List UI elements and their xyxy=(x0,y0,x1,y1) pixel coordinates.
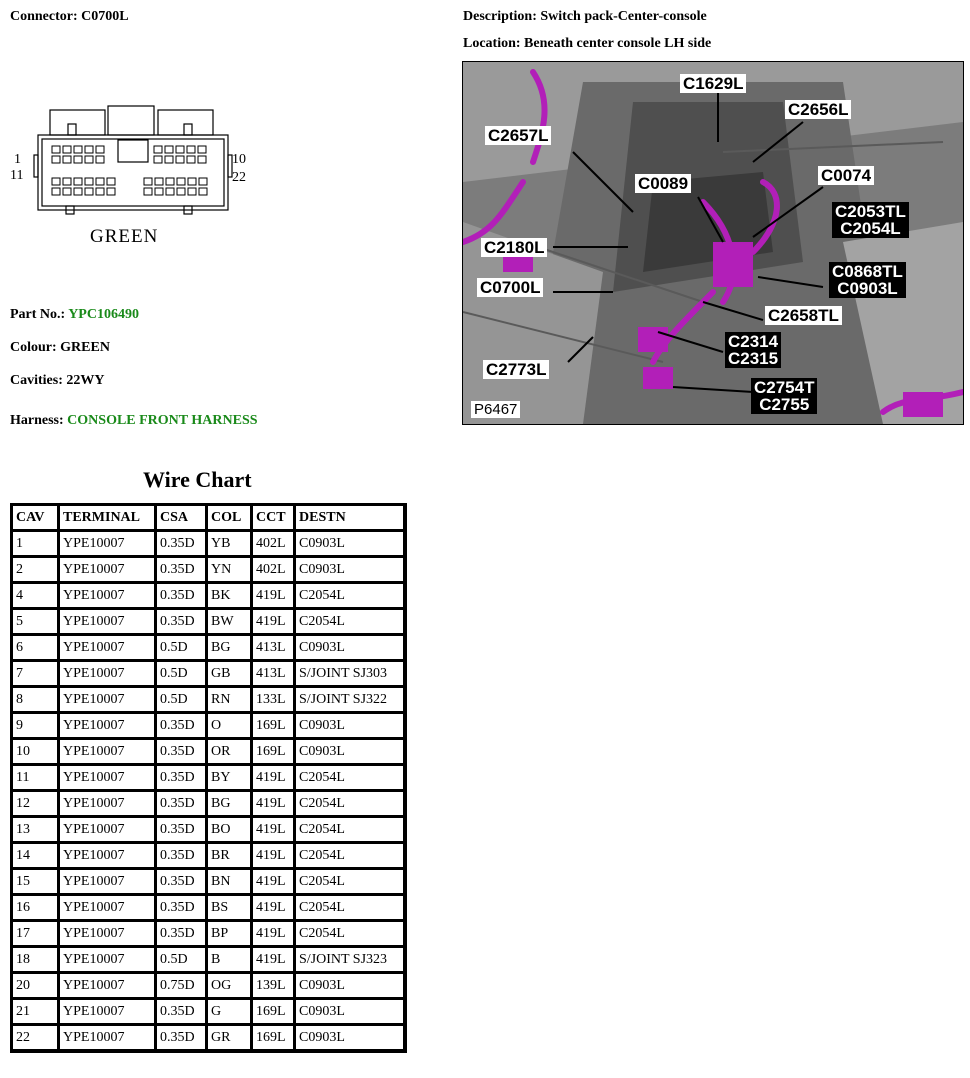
cell-terminal: YPE10007 xyxy=(59,557,156,583)
cell-csa: 0.35D xyxy=(156,739,207,765)
table-row xyxy=(12,739,405,765)
cell-destn: C2054L xyxy=(295,583,405,609)
cell-destn: C0903L xyxy=(295,713,405,739)
wire-chart-body xyxy=(12,531,405,1051)
column-header-destn: DESTN xyxy=(295,505,405,531)
cell-col: BG xyxy=(207,635,252,661)
table-row xyxy=(12,583,405,609)
cell-destn: C2054L xyxy=(295,895,405,921)
cell-cct: 419L xyxy=(252,609,295,635)
cell-cct: 419L xyxy=(252,817,295,843)
harness-value[interactable]: CONSOLE FRONT HARNESS xyxy=(67,413,258,428)
cell-destn: C2054L xyxy=(295,609,405,635)
pin-label-22: 22 xyxy=(232,170,246,185)
cell-destn: C0903L xyxy=(295,739,405,765)
table-header-row xyxy=(12,505,405,531)
cell-terminal: YPE10007 xyxy=(59,661,156,687)
cell-terminal: YPE10007 xyxy=(59,765,156,791)
cell-csa: 0.35D xyxy=(156,531,207,557)
callout-c2656l: C2656L xyxy=(785,100,851,119)
column-header-terminal: TERMINAL xyxy=(59,505,156,531)
table-row xyxy=(12,1025,405,1051)
pin-label-11: 11 xyxy=(10,168,24,183)
cell-col: BS xyxy=(207,895,252,921)
cell-col: BY xyxy=(207,765,252,791)
cell-cav: 6 xyxy=(12,635,59,661)
table-row xyxy=(12,635,405,661)
cell-cct: 133L xyxy=(252,687,295,713)
cell-csa: 0.35D xyxy=(156,817,207,843)
harness-label: Harness: xyxy=(10,413,64,428)
cell-destn: C0903L xyxy=(295,999,405,1025)
cell-cav: 1 xyxy=(12,531,59,557)
table-row xyxy=(12,895,405,921)
cell-csa: 0.35D xyxy=(156,765,207,791)
cell-cav: 8 xyxy=(12,687,59,713)
cell-cct: 169L xyxy=(252,713,295,739)
cell-destn: C2054L xyxy=(295,765,405,791)
callout-c2314: C2314 C2315 xyxy=(725,332,781,368)
connector-face-diagram xyxy=(8,100,268,250)
cell-terminal: YPE10007 xyxy=(59,531,156,557)
cell-col: B xyxy=(207,947,252,973)
cell-cct: 402L xyxy=(252,557,295,583)
part-number-value[interactable]: YPC106490 xyxy=(68,307,139,322)
cell-csa: 0.35D xyxy=(156,609,207,635)
cell-cav: 4 xyxy=(12,583,59,609)
cell-csa: 0.35D xyxy=(156,713,207,739)
cell-destn: C0903L xyxy=(295,973,405,999)
cell-terminal: YPE10007 xyxy=(59,713,156,739)
cell-cct: 419L xyxy=(252,583,295,609)
cell-cav: 18 xyxy=(12,947,59,973)
cell-cct: 169L xyxy=(252,739,295,765)
cell-cct: 169L xyxy=(252,1025,295,1051)
connector-label: Connector: C0700L xyxy=(10,9,129,24)
callout-c2053tl: C2053TL C2054L xyxy=(832,202,909,238)
colour-text: Colour: GREEN xyxy=(10,340,110,355)
cell-cct: 419L xyxy=(252,791,295,817)
description-label: Description: Switch pack-Center-console xyxy=(463,9,707,24)
cell-cav: 21 xyxy=(12,999,59,1025)
callout-c2657l: C2657L xyxy=(485,126,551,145)
cell-terminal: YPE10007 xyxy=(59,635,156,661)
cell-csa: 0.75D xyxy=(156,973,207,999)
table-row xyxy=(12,947,405,973)
table-row xyxy=(12,687,405,713)
cell-cav: 11 xyxy=(12,765,59,791)
cell-csa: 0.35D xyxy=(156,583,207,609)
cell-destn: C0903L xyxy=(295,557,405,583)
cell-col: BG xyxy=(207,791,252,817)
cell-col: O xyxy=(207,713,252,739)
table-row xyxy=(12,843,405,869)
cell-terminal: YPE10007 xyxy=(59,687,156,713)
callout-c0089: C0089 xyxy=(635,174,691,193)
cell-csa: 0.35D xyxy=(156,869,207,895)
cell-terminal: YPE10007 xyxy=(59,1025,156,1051)
table-row xyxy=(12,817,405,843)
cell-col: GB xyxy=(207,661,252,687)
cell-cct: 413L xyxy=(252,661,295,687)
cell-cav: 12 xyxy=(12,791,59,817)
cell-terminal: YPE10007 xyxy=(59,921,156,947)
table-row xyxy=(12,869,405,895)
cell-terminal: YPE10007 xyxy=(59,817,156,843)
column-header-csa: CSA xyxy=(156,505,207,531)
cell-destn: C2054L xyxy=(295,791,405,817)
cell-cct: 419L xyxy=(252,921,295,947)
cell-cav: 13 xyxy=(12,817,59,843)
cell-cav: 5 xyxy=(12,609,59,635)
cell-cav: 2 xyxy=(12,557,59,583)
cell-cct: 419L xyxy=(252,869,295,895)
cell-terminal: YPE10007 xyxy=(59,843,156,869)
table-row xyxy=(12,661,405,687)
table-row xyxy=(12,999,405,1025)
cell-col: BR xyxy=(207,843,252,869)
table-row xyxy=(12,531,405,557)
cell-destn: C2054L xyxy=(295,921,405,947)
cell-col: OR xyxy=(207,739,252,765)
cell-col: BW xyxy=(207,609,252,635)
location-photo xyxy=(462,61,964,425)
cell-col: G xyxy=(207,999,252,1025)
column-header-cav: CAV xyxy=(12,505,59,531)
cell-destn: C0903L xyxy=(295,1025,405,1051)
cell-terminal: YPE10007 xyxy=(59,869,156,895)
cell-cct: 169L xyxy=(252,999,295,1025)
photo-reference: P6467 xyxy=(471,401,520,418)
table-row xyxy=(12,791,405,817)
cell-terminal: YPE10007 xyxy=(59,739,156,765)
pin-label-10: 10 xyxy=(232,152,246,167)
cell-cav: 20 xyxy=(12,973,59,999)
wire-chart-title: Wire Chart xyxy=(143,467,252,492)
cell-csa: 0.35D xyxy=(156,1025,207,1051)
cell-col: BN xyxy=(207,869,252,895)
cell-csa: 0.35D xyxy=(156,791,207,817)
part-number xyxy=(10,307,139,323)
cell-csa: 0.35D xyxy=(156,895,207,921)
callout-c2754t: C2754T C2755 xyxy=(751,378,817,414)
cell-csa: 0.35D xyxy=(156,999,207,1025)
cell-cav: 16 xyxy=(12,895,59,921)
callout-c0868tl: C0868TL C0903L xyxy=(829,262,906,298)
callout-c0700l: C0700L xyxy=(477,278,543,297)
cell-cct: 419L xyxy=(252,843,295,869)
cell-cct: 419L xyxy=(252,765,295,791)
table-row xyxy=(12,713,405,739)
cell-csa: 0.35D xyxy=(156,557,207,583)
callout-c2658tl: C2658TL xyxy=(765,306,842,325)
cell-col: BO xyxy=(207,817,252,843)
cell-col: OG xyxy=(207,973,252,999)
cell-terminal: YPE10007 xyxy=(59,895,156,921)
cell-destn: C0903L xyxy=(295,635,405,661)
table-row xyxy=(12,921,405,947)
callout-c1629l: C1629L xyxy=(680,74,746,93)
cell-terminal: YPE10007 xyxy=(59,583,156,609)
cell-destn: C2054L xyxy=(295,843,405,869)
cell-destn: S/JOINT SJ303 xyxy=(295,661,405,687)
cavities-text: Cavities: 22WY xyxy=(10,373,105,388)
callout-c0074: C0074 xyxy=(818,166,874,185)
cell-terminal: YPE10007 xyxy=(59,791,156,817)
cell-destn: C2054L xyxy=(295,869,405,895)
cell-col: BP xyxy=(207,921,252,947)
table-row xyxy=(12,609,405,635)
table-row xyxy=(12,765,405,791)
column-header-cct: CCT xyxy=(252,505,295,531)
location-label: Location: Beneath center console LH side xyxy=(463,36,712,51)
cell-cav: 15 xyxy=(12,869,59,895)
cell-cct: 413L xyxy=(252,635,295,661)
cell-terminal: YPE10007 xyxy=(59,947,156,973)
cell-terminal: YPE10007 xyxy=(59,999,156,1025)
cell-terminal: YPE10007 xyxy=(59,609,156,635)
cell-destn: S/JOINT SJ323 xyxy=(295,947,405,973)
cell-cav: 14 xyxy=(12,843,59,869)
cell-col: YB xyxy=(207,531,252,557)
table-row xyxy=(12,973,405,999)
part-number-label: Part No.: xyxy=(10,307,66,322)
cell-cav: 22 xyxy=(12,1025,59,1051)
cell-terminal: YPE10007 xyxy=(59,973,156,999)
cell-destn: C2054L xyxy=(295,817,405,843)
pin-label-1: 1 xyxy=(14,152,21,167)
wire-chart-table xyxy=(10,503,407,1053)
cell-cav: 7 xyxy=(12,661,59,687)
cell-csa: 0.5D xyxy=(156,661,207,687)
connector-colour-caption: GREEN xyxy=(90,226,159,247)
cell-cav: 10 xyxy=(12,739,59,765)
cell-destn: S/JOINT SJ322 xyxy=(295,687,405,713)
callout-c2773l: C2773L xyxy=(483,360,549,379)
cell-csa: 0.5D xyxy=(156,947,207,973)
cell-col: RN xyxy=(207,687,252,713)
cell-destn: C0903L xyxy=(295,531,405,557)
cell-cct: 419L xyxy=(252,947,295,973)
cell-csa: 0.5D xyxy=(156,687,207,713)
column-header-col: COL xyxy=(207,505,252,531)
harness xyxy=(10,413,258,429)
cell-cav: 9 xyxy=(12,713,59,739)
cell-csa: 0.5D xyxy=(156,635,207,661)
callout-c2180l: C2180L xyxy=(481,238,547,257)
cell-csa: 0.35D xyxy=(156,921,207,947)
cell-csa: 0.35D xyxy=(156,843,207,869)
cell-cav: 17 xyxy=(12,921,59,947)
table-row xyxy=(12,557,405,583)
cell-cct: 419L xyxy=(252,895,295,921)
cell-cct: 402L xyxy=(252,531,295,557)
cell-col: BK xyxy=(207,583,252,609)
cell-col: YN xyxy=(207,557,252,583)
cell-col: GR xyxy=(207,1025,252,1051)
cell-cct: 139L xyxy=(252,973,295,999)
